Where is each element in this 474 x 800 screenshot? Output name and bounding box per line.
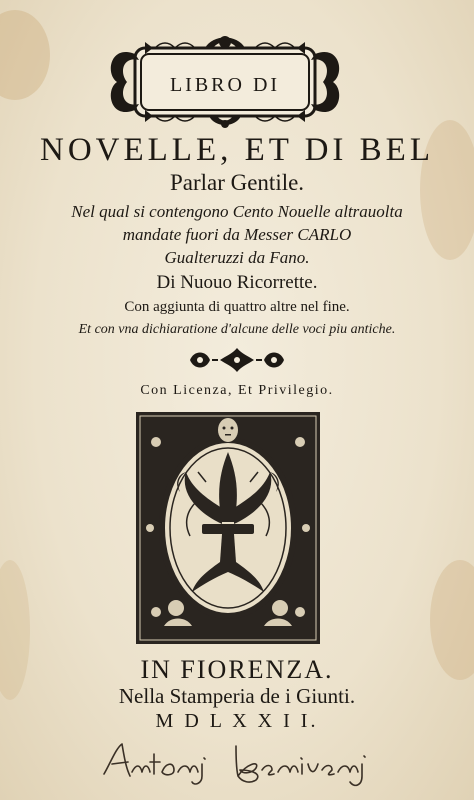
- imprint-city: IN FIORENZA.: [140, 655, 334, 684]
- imprint-press: Nella Stamperia de i Giunti.: [118, 684, 356, 708]
- description-line-3: Gualteruzzi da Fano.: [164, 248, 310, 267]
- foxing-stain: [0, 10, 50, 100]
- edition-addition: Con aggiunta di quattro altre nel fine.: [124, 299, 350, 315]
- subtitle: Parlar Gentile.: [169, 170, 305, 195]
- license-line: Con Licenza, Et Privilegio.: [140, 383, 334, 398]
- edition-glossary: Et con vna dichiaratione d'alcune delle voci piu antiche.: [78, 322, 396, 337]
- florentine-lily-woodcut-icon: [136, 412, 320, 644]
- imprint-year: M D L X X I I.: [155, 710, 319, 732]
- cartouche-title: LIBRO DI: [169, 74, 281, 96]
- main-title: NOVELLE, ET DI BEL: [40, 132, 434, 168]
- edition-revised: Di Nuouo Ricorrette.: [156, 272, 318, 293]
- description-line-2: mandate fuori da Messer CARLO: [122, 225, 352, 244]
- fleuron-ornament-icon: [182, 346, 292, 374]
- description-line-1: Nel qual si contengono Cento Nouelle altrauolta: [71, 202, 403, 221]
